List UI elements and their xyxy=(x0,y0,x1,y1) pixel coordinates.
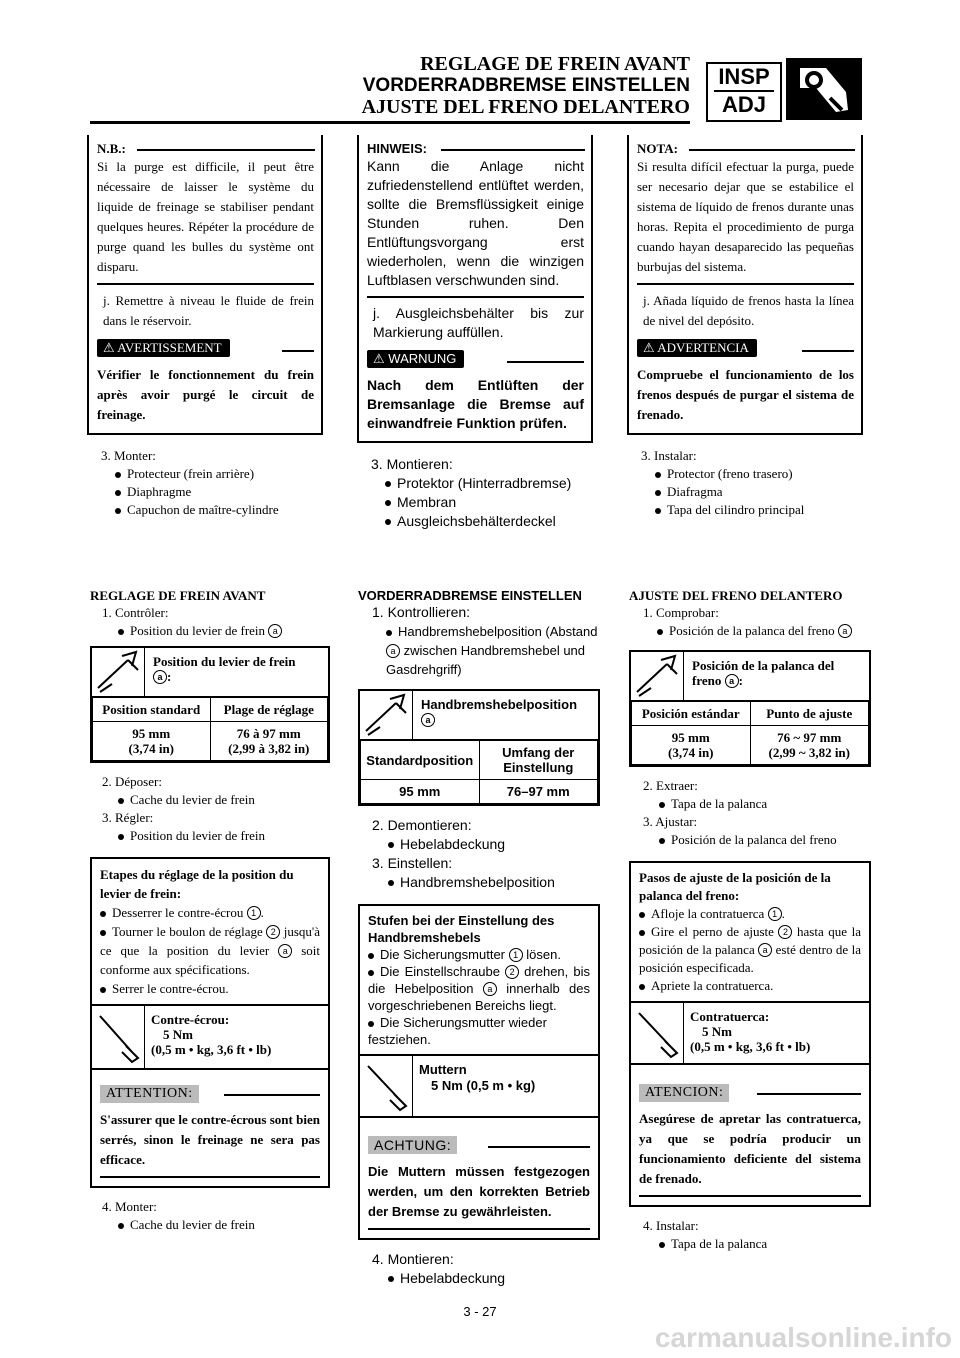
es-step-j: j. Añada líquido de frenos hasta la línea de nivel del depósito. xyxy=(643,293,854,328)
fr-spec-v2: 76 à 97 mm (2,99 à 3,82 in) xyxy=(210,722,328,761)
es-spec-v1: 95 mm (3,74 in) xyxy=(632,726,751,765)
fr-s1-item: Position du levier de frein a xyxy=(90,622,330,640)
insp-adj-badge xyxy=(706,62,782,122)
header-title-es: AJUSTE DEL FRENO DELANTERO xyxy=(361,96,690,118)
fr-s2: 2. Déposer: xyxy=(102,774,162,789)
es-attention-label: ATENCION: xyxy=(639,1084,729,1102)
es-bottom-column xyxy=(629,588,871,1253)
fr-spec-v1: 95 mm (3,74 in) xyxy=(93,722,211,761)
de-attention-text: Die Muttern müssen festgezogen werden, um den korrekten Betrieb der Bremse zu gewährleisten. xyxy=(368,1164,590,1219)
es-spec-h2: Punto de ajuste xyxy=(750,702,869,726)
de-step3-item-2: Membran xyxy=(371,493,593,512)
de-nb-box xyxy=(357,135,593,443)
de-spec-h1: Standardposition xyxy=(361,741,480,780)
fr-step3-item-1: Protecteur (frein arrière) xyxy=(101,465,323,483)
de-spec-wrench-icon xyxy=(360,691,413,739)
watermark: carmanualsonline.info xyxy=(654,1322,952,1353)
fr-s3-item: Position du levier de frein xyxy=(102,827,330,845)
fr-spec-h2: Plage de réglage xyxy=(210,698,328,722)
de-step3-item-1: Protektor (Hinterradbremse) xyxy=(371,474,593,493)
fr-warning-text: Vérifier le fonctionnement du frein après avoir purgé le circuit de freinage. xyxy=(97,367,314,422)
de-s4: 4. Montieren: xyxy=(372,1251,454,1267)
de-step3: 3. Montieren: xyxy=(371,456,453,472)
de-s2: 2. Demontieren: xyxy=(372,817,472,833)
de-top-column xyxy=(357,135,593,531)
page-number: 3 - 27 xyxy=(463,1304,497,1319)
es-warning-label: ADVERTENCIA xyxy=(657,340,749,355)
de-spec-title: Handbremshebelposition a xyxy=(421,697,578,725)
es-nb-title: NOTA: xyxy=(637,141,678,156)
de-torque-row xyxy=(360,1054,598,1116)
fr-torque-label: Contre-écrou: xyxy=(151,1012,230,1027)
fr-nb-text: Si la purge est difficile, il peut être nécessaire de laisser le système du liquide de freinage se stabiliser pendant quelques heures. Répéter la procédure de purge quand les bulles du système ont disparu. xyxy=(97,159,314,274)
es-spec-wrench-icon xyxy=(631,652,684,700)
de-procedure-box xyxy=(358,904,600,1240)
fr-warning-label: AVERTISSEMENT xyxy=(117,340,222,355)
fr-spec-title: Position du levier de frein a : xyxy=(153,654,296,684)
fr-spec-table xyxy=(90,646,330,763)
header-rule xyxy=(90,121,690,124)
de-step3-item-3: Ausgleichsbehälterdeckel xyxy=(371,512,593,531)
es-s3-item: Posición de la palanca del freno xyxy=(643,831,871,849)
de-torque-label: Muttern xyxy=(419,1062,467,1077)
es-top-column xyxy=(627,135,863,519)
fr-spec-h1: Position standard xyxy=(93,698,211,722)
de-spec-v1: 95 mm xyxy=(361,780,480,804)
header-title-de: VORDERRADBREMSE EINSTELLEN xyxy=(362,75,690,96)
de-s2-item: Hebelabdeckung xyxy=(372,835,600,854)
es-s1: 1. Comprobar: xyxy=(643,605,719,620)
badge-adj: ADJ xyxy=(721,92,766,117)
de-s3: 3. Einstellen: xyxy=(372,855,453,871)
es-step3: 3. Instalar: xyxy=(641,448,697,463)
fr-attention-label: ATTENTION: xyxy=(100,1085,199,1103)
fr-s2-item: Cache du levier de frein xyxy=(102,791,330,809)
de-spec-h2: Umfang der Einstellung xyxy=(479,741,598,780)
es-proc-3: Apriete la contratuerca. xyxy=(639,977,861,995)
fr-attention-text: S'assurer que le contre-écrous sont bien serrés, sinon le freinage ne sera pas efficace. xyxy=(100,1112,320,1167)
es-spec-v2: 76 ~ 97 mm (2,99 ~ 3,82 in) xyxy=(750,726,869,765)
fr-torque-row xyxy=(92,1004,328,1068)
es-nb-box xyxy=(627,135,863,435)
es-step3-item-3: Tapa del cilindro principal xyxy=(641,501,863,519)
es-proc-1: Afloje la contratuerca 1 . xyxy=(639,905,861,923)
fr-step-j: j. Remettre à niveau le fluide de frein dans le réservoir. xyxy=(103,293,314,328)
de-spec-table xyxy=(358,689,600,806)
es-step3-item-1: Protector (freno trasero) xyxy=(641,465,863,483)
de-attention-label: ACHTUNG: xyxy=(368,1136,457,1154)
es-s1-item: Posición de la palanca del freno a xyxy=(629,622,871,640)
fr-warning-badge: ⚠ AVERTISSEMENT xyxy=(97,339,230,357)
de-warning-badge: ⚠ WARNUNG xyxy=(367,350,464,368)
es-torque-wrench-icon xyxy=(631,1003,683,1063)
de-section-title: VORDERRADBREMSE EINSTELLEN xyxy=(358,588,582,603)
fr-proc-3: Serrer le contre-écrou. xyxy=(100,979,320,998)
fr-torque-wrench-icon xyxy=(92,1006,144,1068)
fr-torque-v1: 5 Nm xyxy=(163,1027,193,1042)
de-s1: 1. Kontrollieren: xyxy=(372,604,471,620)
fr-s4-item: Cache du levier de frein xyxy=(102,1216,330,1234)
fr-top-column xyxy=(87,135,323,519)
fr-nb-title: N.B.: xyxy=(97,141,126,156)
de-s4-item: Hebelabdeckung xyxy=(372,1269,600,1288)
fr-step3-item-3: Capuchon de maître-cylindre xyxy=(101,501,323,519)
es-section-title: AJUSTE DEL FRENO DELANTERO xyxy=(629,588,843,603)
fr-s3: 3. Régler: xyxy=(102,810,154,825)
fr-spec-wrench-icon xyxy=(92,648,145,696)
wrench-icon xyxy=(786,58,862,120)
es-spec-table xyxy=(629,650,871,767)
fr-proc-2: Tourner le boulon de réglage 2 jusqu'à ce que la position du levier a soit conforme aux spécifications. xyxy=(100,924,321,977)
fr-s1: 1. Contrôler: xyxy=(102,605,169,620)
fr-procedure-box xyxy=(90,857,330,1188)
de-warning-text: Nach dem Entlüften der Bremsanlage die Bremse auf einwandfreie Funktion prüfen. xyxy=(367,377,584,431)
badge-insp: INSP xyxy=(718,64,770,89)
de-warning-label: WARNUNG xyxy=(388,351,457,366)
es-s2-item: Tapa de la palanca xyxy=(643,795,871,813)
es-spec-h1: Posición estándar xyxy=(632,702,751,726)
fr-nb-box xyxy=(87,135,323,435)
de-nb-text: Kann die Anlage nicht zufriedenstellend entlüftet werden, sollte die Bremsflüssigkeit einige Stunden ruhen. Den Entlüftungsvorgang erst wiederholen, wenn die winzigen Luftblasen verschwunden sind. xyxy=(367,158,584,288)
de-proc-3: Die Sicherungsmutter wieder festziehen. xyxy=(368,1015,547,1047)
es-warning-text: Compruebe el funcionamiento de los frenos después de purgar el sistema de frenado. xyxy=(637,367,854,422)
es-attention-text: Asegúrese de apretar las contratuerca, ya que se podría producir un funcionamiento deficiente del sistema de frenado. xyxy=(639,1111,861,1186)
es-s4: 4. Instalar: xyxy=(643,1218,699,1233)
fr-step3: 3. Monter: xyxy=(101,448,156,463)
de-bottom-column xyxy=(358,588,600,1288)
es-torque-v2: (0,5 m • kg, 3,6 ft • lb) xyxy=(690,1039,811,1054)
de-proc-2: Die Einstellschraube 2 drehen, bis die Hebelposition a innerhalb des vorgeschriebenen Bereichs liegt. xyxy=(368,964,590,1013)
es-proc-title: Pasos de ajuste de la posición de la palanca del freno: xyxy=(639,870,831,903)
de-nb-title: HINWEIS: xyxy=(367,141,427,156)
es-s2: 2. Extraer: xyxy=(643,778,698,793)
fr-section-title: REGLAGE DE FREIN AVANT xyxy=(90,588,266,603)
es-proc-2: Gire el perno de ajuste 2 hasta que la posición de la palanca a esté dentro de la posición especificada. xyxy=(639,924,862,975)
fr-s4: 4. Monter: xyxy=(102,1199,157,1214)
es-s3: 3. Ajustar: xyxy=(643,814,698,829)
es-s4-item: Tapa de la palanca xyxy=(643,1235,871,1253)
es-nb-text: Si resulta difícil efectuar la purga, puede ser necesario dejar que se estabilice el sistema de líquido de frenos durante unas horas. Repita el procedimiento de purga cuando hayan desaparecido las pequeñas burbujas del sistema. xyxy=(637,159,854,274)
es-procedure-box xyxy=(629,861,871,1207)
es-torque-row xyxy=(631,1001,869,1063)
es-spec-title: Posición de la palanca del freno a : xyxy=(692,658,835,688)
de-s3-item: Handbremshebelposition xyxy=(372,873,600,892)
fr-proc-title: Etapes du réglage de la position du levier de frein: xyxy=(100,867,294,901)
fr-torque-v2: (0,5 m • kg, 3,6 ft • lb) xyxy=(151,1042,272,1057)
de-proc-1: Die Sicherungsmutter 1 lösen. xyxy=(368,946,590,963)
de-torque-wrench-icon xyxy=(360,1056,412,1116)
fr-proc-1: Desserrer le contre-écrou 1 . xyxy=(100,903,320,922)
es-torque-label: Contratuerca: xyxy=(690,1009,770,1024)
de-step-j: j. Ausgleichsbehälter bis zur Markierung auffüllen. xyxy=(373,305,584,340)
de-s1-item: Handbremshebelposition (Abstand a zwischen Handbremshebel und Gasdrehgriff) xyxy=(386,624,598,677)
fr-step3-item-2: Diaphragme xyxy=(101,483,323,501)
de-spec-v2: 76–97 mm xyxy=(479,780,598,804)
fr-bottom-column xyxy=(90,588,330,1234)
de-torque-v1: 5 Nm (0,5 m • kg) xyxy=(431,1078,536,1093)
es-step3-item-2: Diafragma xyxy=(641,483,863,501)
de-proc-title: Stufen bei der Einstellung des Handbremshebels xyxy=(368,913,555,945)
es-warning-badge: ⚠ ADVERTENCIA xyxy=(637,339,757,357)
es-torque-v1: 5 Nm xyxy=(702,1024,732,1039)
header-title-fr: REGLAGE DE FREIN AVANT xyxy=(420,53,690,75)
